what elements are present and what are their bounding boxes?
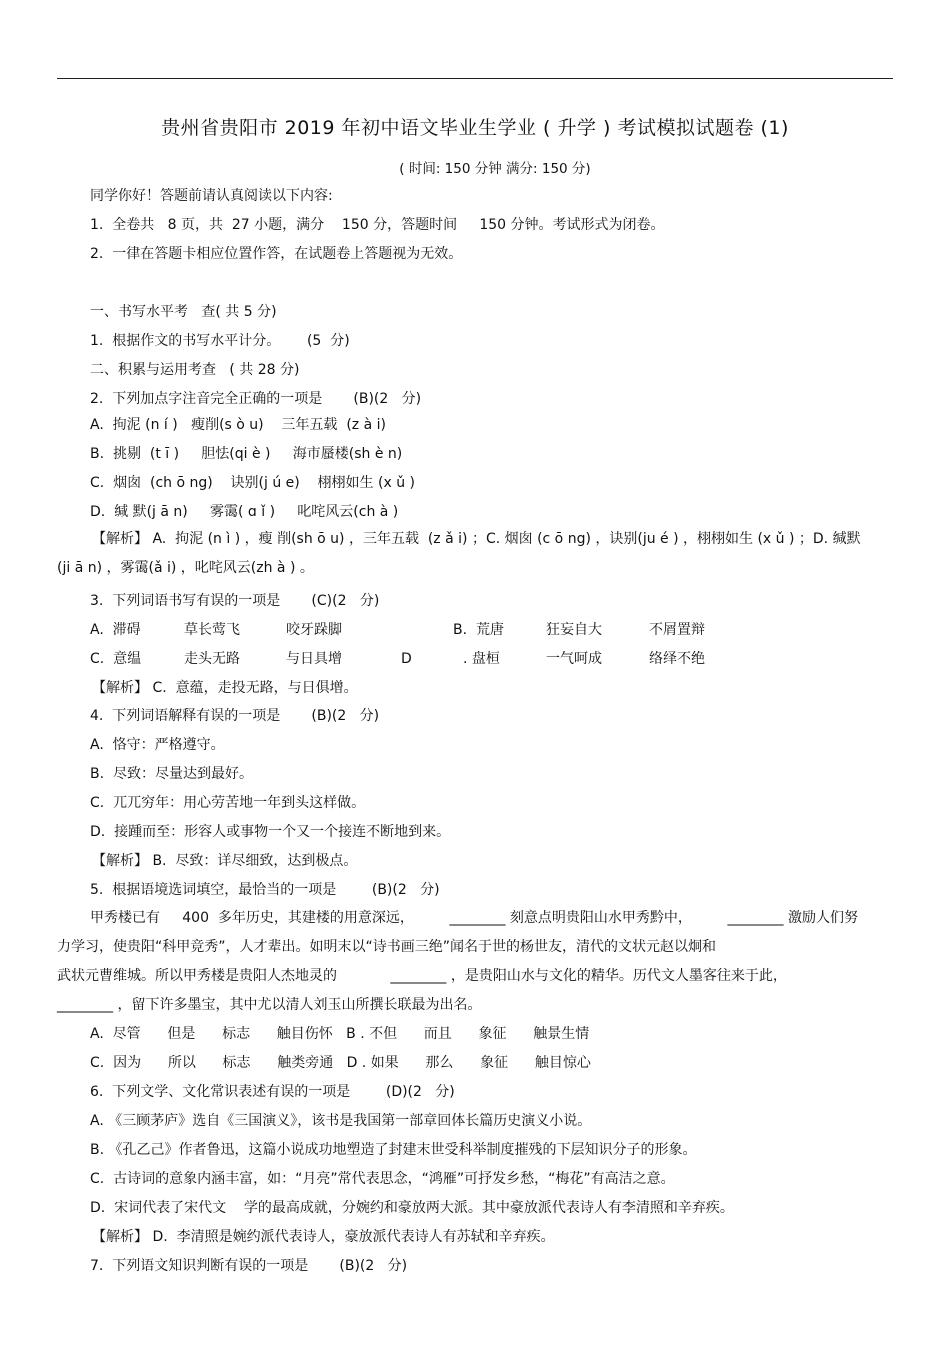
- text-line: C. 兀兀穷年：用心劳苦地一年到头这样做。: [90, 795, 366, 811]
- text-line: D. 接踵而至：形容人或事物一个又一个接连不断地到来。: [90, 824, 451, 840]
- option-item: B. 荒唐: [453, 622, 504, 638]
- text-line: 2. 下列加点字注音完全正确的一项是 (B)(2 分): [90, 391, 422, 407]
- text-line: 【解析】 B. 尽致：详尽细致，达到极点。: [92, 853, 358, 869]
- option-item: 咬牙跺脚: [286, 622, 342, 638]
- text-line: (ji ā n) ，雾霭(ǎ i) ，叱咤风云(zh à ) 。: [57, 560, 314, 576]
- text-line: 1. 根据作文的书写水平计分。 (5 分): [90, 333, 350, 349]
- option-item: D: [401, 651, 412, 667]
- text-line: 二、积累与运用考查 ( 共 28 分): [90, 362, 300, 378]
- option-item: C. 意缊: [90, 651, 142, 667]
- text-line: B. 尽致：尽量达到最好。: [90, 766, 253, 782]
- option-item: 狂妄自大: [546, 622, 602, 638]
- text-line: 【解析】 D. 李清照是婉约派代表诗人，豪放派代表诗人有苏轼和辛弃疾。: [92, 1229, 555, 1245]
- option-row: C. 因为 所以 标志 触类旁通 D . 如果 那么 象征 触目惊心: [90, 1055, 591, 1071]
- option-row: A. 尽管 但是 标志 触目伤怀 B . 不但 而且 象征 触景生情: [90, 1026, 590, 1042]
- option-item: 络绎不绝: [649, 651, 705, 667]
- text-line: 2. 一律在答题卡相应位置作答，在试题卷上答题视为无效。: [90, 246, 463, 262]
- text-line: 一、书写水平考 查( 共 5 分): [90, 304, 277, 320]
- text-line: 5. 根据语境选词填空，最恰当的一项是 (B)(2 分): [90, 882, 440, 898]
- text-line: C. 烟囱 (ch ō ng) 诀别(j ú e) 栩栩如生 (x ǔ ): [90, 475, 415, 491]
- text-line: 同学你好！答题前请认真阅读以下内容:: [90, 188, 333, 204]
- text-line: A. 恪守：严格遵守。: [90, 737, 225, 753]
- option-item: . 盘桓: [463, 651, 500, 667]
- exam-info: ( 时间: 150 分钟 满分: 150 分): [399, 161, 591, 177]
- option-item: 与日具增: [286, 651, 342, 667]
- text-line: ________ ，留下许多墨宝，其中尤以清人刘玉山所撰长联最为出名。: [57, 997, 482, 1013]
- text-line: D. 缄 默(j ā n) 雾霭( ɑ ǐ ) 叱咤风云(ch à ): [90, 504, 399, 520]
- text-line: B. 挑剔 (t ī ) 胆怯(qi è ) 海市蜃楼(sh è n): [90, 446, 403, 462]
- text-line: A. 《三顾茅庐》选自《三国演义》，该书是我国第一部章回体长篇历史演义小说。: [90, 1113, 592, 1129]
- text-line: A. 拘泥 (n í ) 瘦削(s ò u) 三年五载 (z à i): [90, 417, 386, 433]
- option-item: 草长莺飞: [184, 622, 240, 638]
- header-rule: [57, 78, 893, 79]
- text-line: 武状元曹维城。所以甲秀楼是贵阳人杰地灵的 ________ ，是贵阳山水与文化的精华。历代文人墨客往来于此，: [57, 968, 787, 984]
- option-item: 一气呵成: [546, 651, 602, 667]
- text-line: 3. 下列词语书写有误的一项是 (C)(2 分): [90, 593, 380, 609]
- option-item: A. 滞碍: [90, 622, 141, 638]
- text-line: 1. 全卷共 8 页，共 27 小题，满分 150 分，答题时间 150 分钟。考试形式为闭卷。: [90, 217, 665, 233]
- text-line: 【解析】 A. 拘泥 (n ì ) ，瘦 削(sh ō u) ，三年五载 (z ǎ i) ；C. 烟囱 (c ō ng) ，诀别(ju é ) ，栩栩如生 (x ǔ ) ；D. 缄默: [92, 531, 861, 547]
- text-line: 4. 下列词语解释有误的一项是 (B)(2 分): [90, 708, 380, 724]
- text-line: 7. 下列语文知识判断有误的一项是 (B)(2 分): [90, 1258, 408, 1274]
- text-line: 力学习，使贵阳“科甲竞秀”，人才辈出。如明末以“诗书画三绝”闻名于世的杨世友，清代的文状元赵以炯和: [57, 939, 717, 955]
- text-line: C. 古诗词的意象内涵丰富，如：“月亮”常代表思念，“鸿雁”可抒发乡愁，“梅花”有高洁之意。: [90, 1171, 675, 1187]
- text-line: D. 宋词代表了宋代文 学的最高成就，分婉约和豪放两大派。其中豪放派代表诗人有李清照和辛弃疾。: [90, 1200, 734, 1216]
- text-line: 甲秀楼已有 400 多年历史，其建楼的用意深远， ________ 刻意点明贵阳山水甲秀黔中， ________ 激励人们努: [90, 910, 858, 926]
- page-title: 贵州省贵阳市 2019 年初中语文毕业生学业 ( 升学 ) 考试模拟试题卷 (1): [161, 117, 789, 139]
- option-item: 不屑置辩: [649, 622, 705, 638]
- text-line: 6. 下列文学、文化常识表述有误的一项是 (D)(2 分): [90, 1084, 455, 1100]
- text-line: 【解析】 C. 意蕴，走投无路，与日俱增。: [92, 680, 358, 696]
- text-line: B. 《孔乙己》作者鲁迅，这篇小说成功地塑造了封建末世受科举制度摧残的下层知识分子的形象。: [90, 1142, 697, 1158]
- option-item: 走头无路: [184, 651, 240, 667]
